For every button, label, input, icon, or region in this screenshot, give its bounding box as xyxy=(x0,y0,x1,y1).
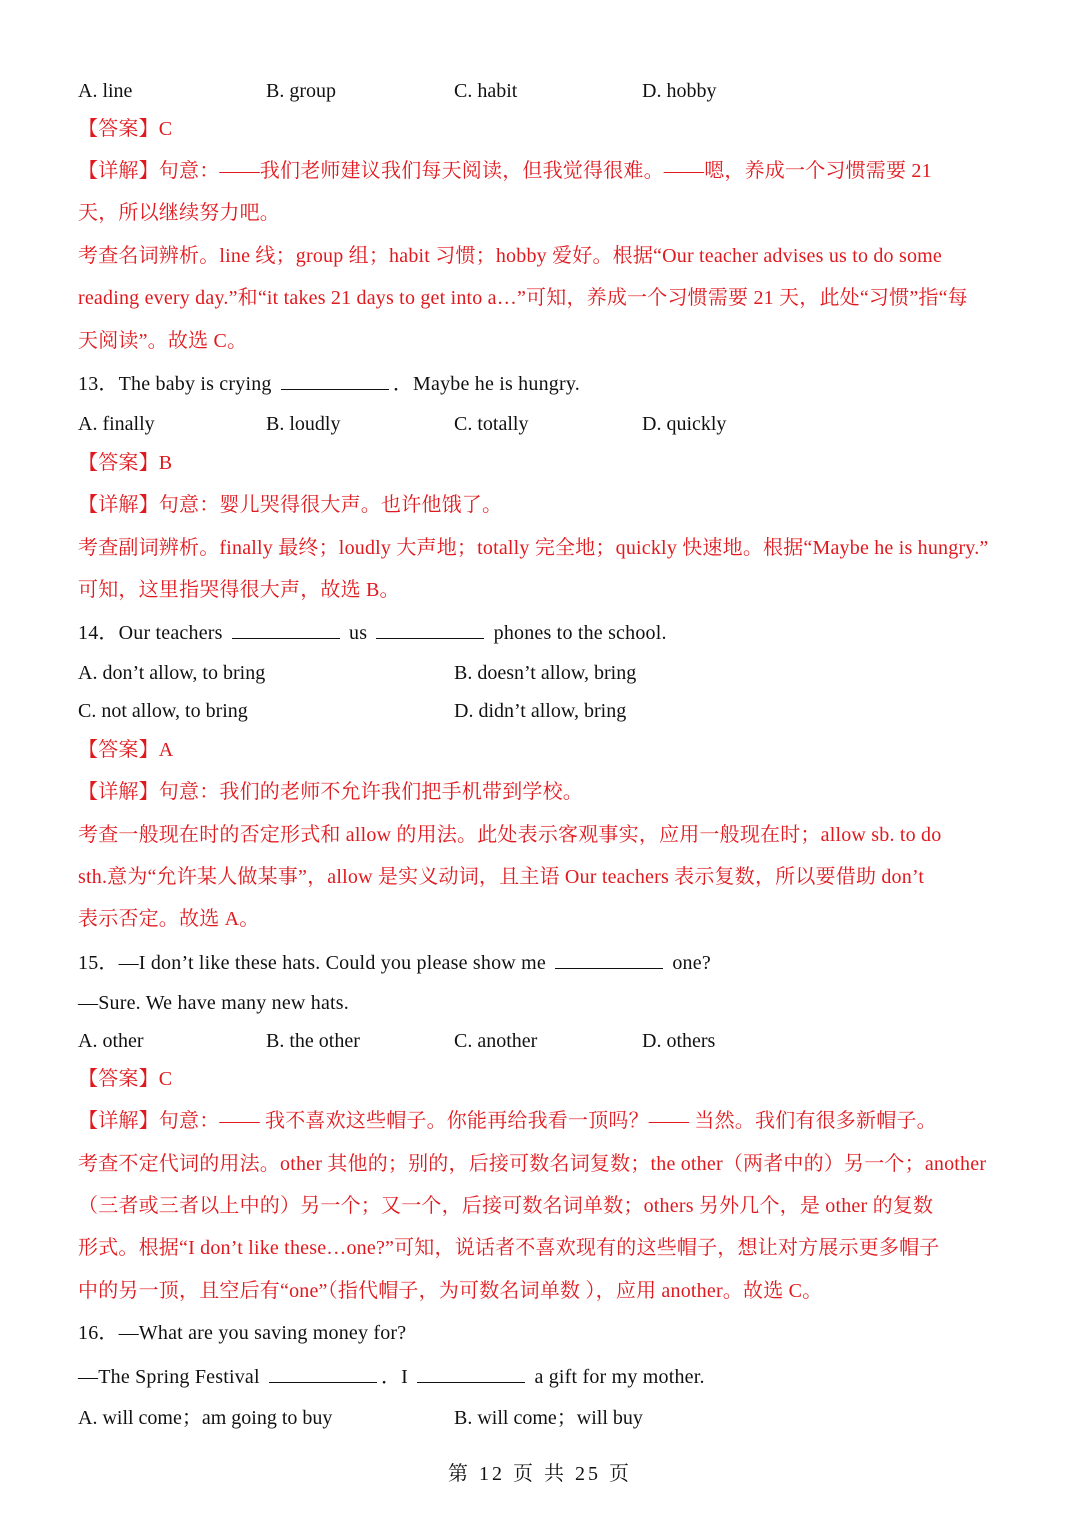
answer-blank xyxy=(417,1364,525,1383)
q15-stem-text: 15．—I don’t like these hats. Could you please show me xyxy=(78,952,546,974)
option-b: B. will come；will buy xyxy=(454,1407,643,1429)
q14-detail-line: 表示否定。故选 A。 xyxy=(78,908,260,930)
q13-stem-text: 13．The baby is crying xyxy=(78,373,272,395)
page-footer: 第 12 页 共 25 页 xyxy=(448,1463,632,1485)
answer-blank xyxy=(376,620,484,639)
q16-stem: 16．—What are you saving money for? xyxy=(78,1322,407,1344)
answer-blank xyxy=(232,620,340,639)
q13-detail-line: 【详解】句意：婴儿哭得很大声。也许他饿了。 xyxy=(78,494,503,516)
q14-stem-text: us xyxy=(349,622,368,644)
q16-stem-text: —The Spring Festival xyxy=(78,1366,260,1388)
option-d: D. hobby xyxy=(642,80,717,102)
option-a: A. other xyxy=(78,1030,144,1052)
q16-stem-reply xyxy=(78,1364,1008,1389)
q15-answer: 【答案】C xyxy=(78,1068,173,1090)
q13-answer: 【答案】B xyxy=(78,452,173,474)
option-a: A. finally xyxy=(78,413,155,435)
option-d: D. others xyxy=(642,1030,716,1052)
option-a: A. don’t allow, to bring xyxy=(78,662,266,684)
q15-stem-reply: —Sure. We have many new hats. xyxy=(78,992,349,1014)
option-b: B. group xyxy=(266,80,336,102)
q16-options-row xyxy=(78,1406,1008,1430)
answer-blank xyxy=(269,1364,377,1383)
option-c: C. totally xyxy=(454,413,529,435)
q12-options xyxy=(78,79,1008,103)
q14-detail-line: 【详解】句意：我们的老师不允许我们把手机带到学校。 xyxy=(78,781,583,803)
q13-options xyxy=(78,412,1008,436)
q15-detail-line: 考查不定代词的用法。other 其他的；别的，后接可数名词复数；the other（两者中的）另一个；another xyxy=(78,1153,987,1175)
q16-stem-text: a gift for my mother. xyxy=(534,1366,705,1388)
q15-detail-line: （三者或三者以上中的）另一个；又一个，后接可数名词单数；others 另外几个，是 other 的复数 xyxy=(78,1195,934,1217)
answer-blank xyxy=(281,371,389,390)
q13-stem-text: ．Maybe he is hungry. xyxy=(392,373,580,395)
q15-detail-line: 形式。根据“I don’t like these…one?”可知，说话者不喜欢现有的这些帽子，想让对方展示更多帽子 xyxy=(78,1237,940,1259)
q15-detail-line: 【详解】句意：—— 我不喜欢这些帽子。你能再给我看一顶吗？—— 当然。我们有很多新帽子。 xyxy=(78,1110,937,1132)
option-d: D. quickly xyxy=(642,413,727,435)
q15-options xyxy=(78,1029,1008,1053)
option-a: A. will come；am going to buy xyxy=(78,1407,333,1429)
q12-detail-line: 【详解】句意：——我们老师建议我们每天阅读，但我觉得很难。——嗯，养成一个习惯需要 21 xyxy=(78,160,932,182)
q14-options-row xyxy=(78,661,1008,685)
option-c: C. not allow, to bring xyxy=(78,700,248,722)
q14-answer: 【答案】A xyxy=(78,739,174,761)
q15-detail-line: 中的另一顶，且空后有“one”（指代帽子，为可数名词单数 ），应用 another。故选 C。 xyxy=(78,1280,823,1302)
q15-stem-text: one? xyxy=(672,952,711,974)
q12-answer: 【答案】C xyxy=(78,118,173,140)
q13-stem xyxy=(78,371,1008,396)
q14-options-row xyxy=(78,699,1008,723)
q13-detail-line: 考查副词辨析。finally 最终；loudly 大声地；totally 完全地；quickly 快速地。根据“Maybe he is hungry.” xyxy=(78,537,989,559)
q14-stem xyxy=(78,620,1008,645)
q14-detail-line: sth.意为“允许某人做某事”，allow 是实义动词，且主语 Our teachers 表示复数，所以要借助 don’t xyxy=(78,866,925,888)
answer-blank xyxy=(555,950,663,969)
option-a: A. line xyxy=(78,80,133,102)
q12-detail-line: 天，所以继续努力吧。 xyxy=(78,202,280,224)
q16-stem-text: ．I xyxy=(380,1366,409,1388)
q12-detail-line: 天阅读”。故选 C。 xyxy=(78,330,248,352)
option-c: C. another xyxy=(454,1030,538,1052)
q14-detail-line: 考查一般现在时的否定形式和 allow 的用法。此处表示客观事实，应用一般现在时；allow sb. to do xyxy=(78,824,942,846)
q13-detail-line: 可知，这里指哭得很大声，故选 B。 xyxy=(78,579,400,601)
q12-detail-line: reading every day.”和“it takes 21 days to get into a…”可知，养成一个习惯需要 21 天，此处“习惯”指“每 xyxy=(78,287,968,309)
option-b: B. doesn’t allow, bring xyxy=(454,662,637,684)
q14-stem-text: phones to the school. xyxy=(493,622,667,644)
q12-detail-line: 考查名词辨析。line 线；group 组；habit 习惯；hobby 爱好。根据“Our teacher advises us to do some xyxy=(78,245,942,267)
q15-stem xyxy=(78,950,1008,975)
option-b: B. the other xyxy=(266,1030,360,1052)
q14-stem-text: 14．Our teachers xyxy=(78,622,223,644)
option-d: D. didn’t allow, bring xyxy=(454,700,627,722)
option-c: C. habit xyxy=(454,80,518,102)
option-b: B. loudly xyxy=(266,413,341,435)
